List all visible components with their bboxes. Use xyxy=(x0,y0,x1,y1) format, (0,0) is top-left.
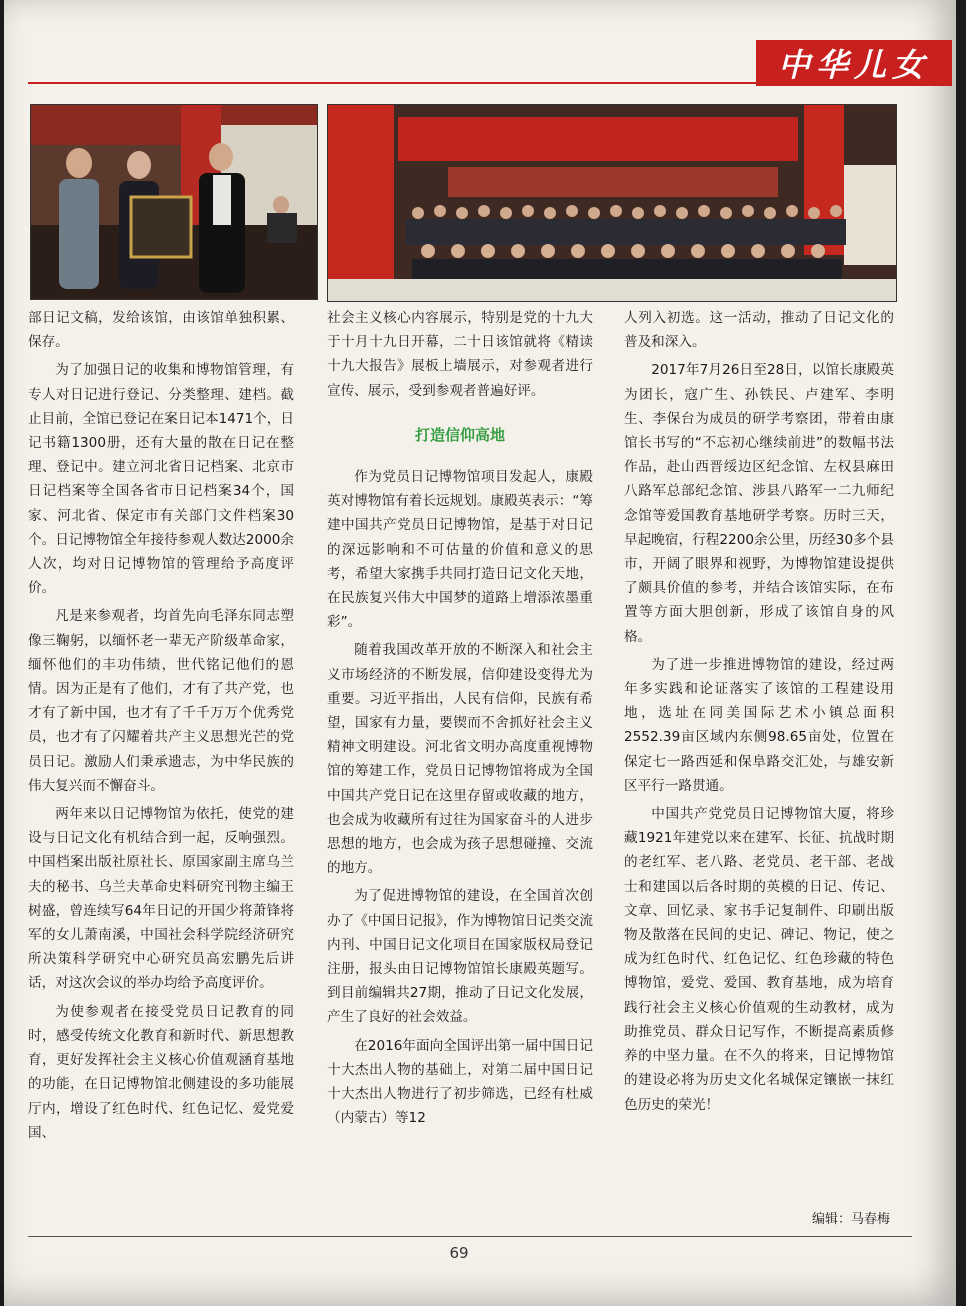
editor-credit: 编辑：马春梅 xyxy=(812,1212,891,1227)
page-number: 69 xyxy=(449,1244,469,1262)
paragraph: 2017年7月26日至28日，以馆长康殿英为团长，寇广生、孙铁民、卢建军、李明生、李保台为成员的研学考察团，带着由康馆长书写的“不忘初心继续前进”的数幅书法作品，赴山西晋绥边区纪念馆、左权县麻田八路军总部纪念馆、涉县八路军一二九师纪念馆等爱国教育基地研学考察。历时三天，早起晚宿，行程2200余公里，历经30多个县市，开阔了眼界和视野，为博物馆建设提供了颇具价值的参考，并结合该馆实际，在布置等方面大胆创新，形成了该馆自身的风格。 xyxy=(624,362,894,645)
paragraph: 随着我国改革开放的不断深入和社会主义市场经济的不断发展，信仰建设变得尤为重要。习近平指出，人民有信仰，民族有希望，国家有力量，要锲而不舍抓好社会主义精神文明建设。河北省文明办高度重视博物馆的筹建工作，党员日记博物馆将成为全国中国共产党日记在这里存留或收藏的地方，也会成为收藏所有过往为国家奋斗的人进步思想的地方，也会成为孩子思想碰撞、交流的地方。 xyxy=(327,642,593,877)
magazine-page xyxy=(4,0,956,1306)
conference-group-photo xyxy=(327,104,897,302)
footer-rule xyxy=(28,1236,912,1237)
paragraph: 为了进一步推进博物馆的建设，经过两年多实践和论证落实了该馆的工程建设用地，选址在同美国际艺术小镇总面积2552.39亩区域内东侧98.65亩处，位置在保定七一路西延和保阜路交汇处，与雄安新区平行一路贯通。 xyxy=(624,656,894,794)
paragraph: 两年来以日记博物馆为依托，使党的建设与日记文化有机结合到一起，反响强烈。中国档案出版社原社长、原国家副主席乌兰夫的秘书、乌兰夫革命史料研究刊物主编王树盛，曾连续写64年日记的开国少将萧锋将军的女儿萧南溪，中国社会科学院经济研究所决策科学研究中心研究员高宏鹏先后讲话，对这次会议的举办均给予高度评价。 xyxy=(28,806,294,992)
text-column-3 xyxy=(624,306,894,1121)
brand-logo xyxy=(756,40,952,86)
paragraph: 社会主义核心内容展示，特别是党的十九大于十月十九日开幕，二十日该馆就将《精读十九大报告》展板上墙展示，对参观者进行宣传、展示，受到参观者普遍好评。 xyxy=(327,310,593,399)
paragraph: 人列入初选。这一活动，推动了日记文化的普及和深入。 xyxy=(624,310,894,351)
paragraph: 为了促进博物馆的建设，在全国首次创办了《中国日记报》，作为博物馆日记类交流内刊、中国日记文化项目在国家版权局登记注册，报头由日记博物馆馆长康殿英题写。到目前编辑共27期，推动了日记文化发展，产生了良好的社会效益。 xyxy=(327,888,593,1026)
paragraph: 为了加强日记的收集和博物馆管理，有专人对日记进行登记、分类整理、建档。截止目前，全馆已登记在案日记本1471个，日记书籍1300册，还有大量的散在日记在整理、登记中。建立河北省日记档案、北京市日记档案等全国各省市日记档案34个，国家、河北省、保定市有关部门文件档案30个。日记博物馆全年接待参观人数达2000余人次，均对日记博物馆的管理给予高度评价。 xyxy=(28,362,294,597)
award-ceremony-photo xyxy=(30,104,318,300)
paragraph: 为使参观者在接受党员日记教育的同时，感受传统文化教育和新时代、新思想教育，更好发挥社会主义核心价值观涵育基地的功能，在日记博物馆北侧建设的多功能展厅内，增设了红色时代、红色记忆、爱党爱国、 xyxy=(28,1003,294,1141)
text-column-1 xyxy=(28,306,294,1149)
text-column-2 xyxy=(327,306,593,1135)
paragraph: 在2016年面向全国评出第一届中国日记十大杰出人物的基础上，对第二届中国日记十大杰出人物进行了初步筛选，已经有杜威（内蒙古）等12 xyxy=(327,1037,593,1127)
paragraph: 中国共产党党员日记博物馆大厦，将珍藏1921年建党以来在建军、长征、抗战时期的老红军、老八路、老党员、老干部、老战士和建国以后各时期的英模的日记、传记、文章、回忆录、家书手记复制件、印刷出版物及散落在民间的史记、碑记、物记，使之成为红色时代、红色记忆、红色珍藏的特色博物馆，爱党、爱国、教育基地，成为培育践行社会主义核心价值观的生动教材，成为助推党员、群众日记写作，不断提高素质修养的中坚力量。在不久的将来，日记博物馆的建设必将为历史文化名城保定镶嵌一抹红色历史的荣光！ xyxy=(624,806,894,1113)
paragraph: 部日记文稿，发给该馆，由该馆单独积累、保存。 xyxy=(28,310,294,351)
header-rule xyxy=(28,82,756,84)
paragraph: 作为党员日记博物馆项目发起人，康殿英对博物馆有着长远规划。康殿英表示：“筹建中国共产党员日记博物馆，是基于对日记的深远影响和不可估量的价值和意义的思考，希望大家携手共同打造日记文化天地，在民族复兴伟大中国梦的道路上增添浓墨重彩”。 xyxy=(327,469,593,631)
section-heading: 打造信仰高地 xyxy=(414,425,505,444)
brand-name: 中华儿女 xyxy=(777,46,930,84)
paragraph: 凡是来参观者，均首先向毛泽东同志塑像三鞠躬，以缅怀老一辈无产阶级革命家，缅怀他们的丰功伟绩，世代铭记他们的恩情。因为正是有了他们，才有了共产党，也才有了新中国，也才有了千千万万个优秀党员，也才有了闪耀着共产主义思想光芒的党员日记。激励人们秉承遗志，为中华民族的伟大复兴而不懈奋斗。 xyxy=(28,608,294,794)
